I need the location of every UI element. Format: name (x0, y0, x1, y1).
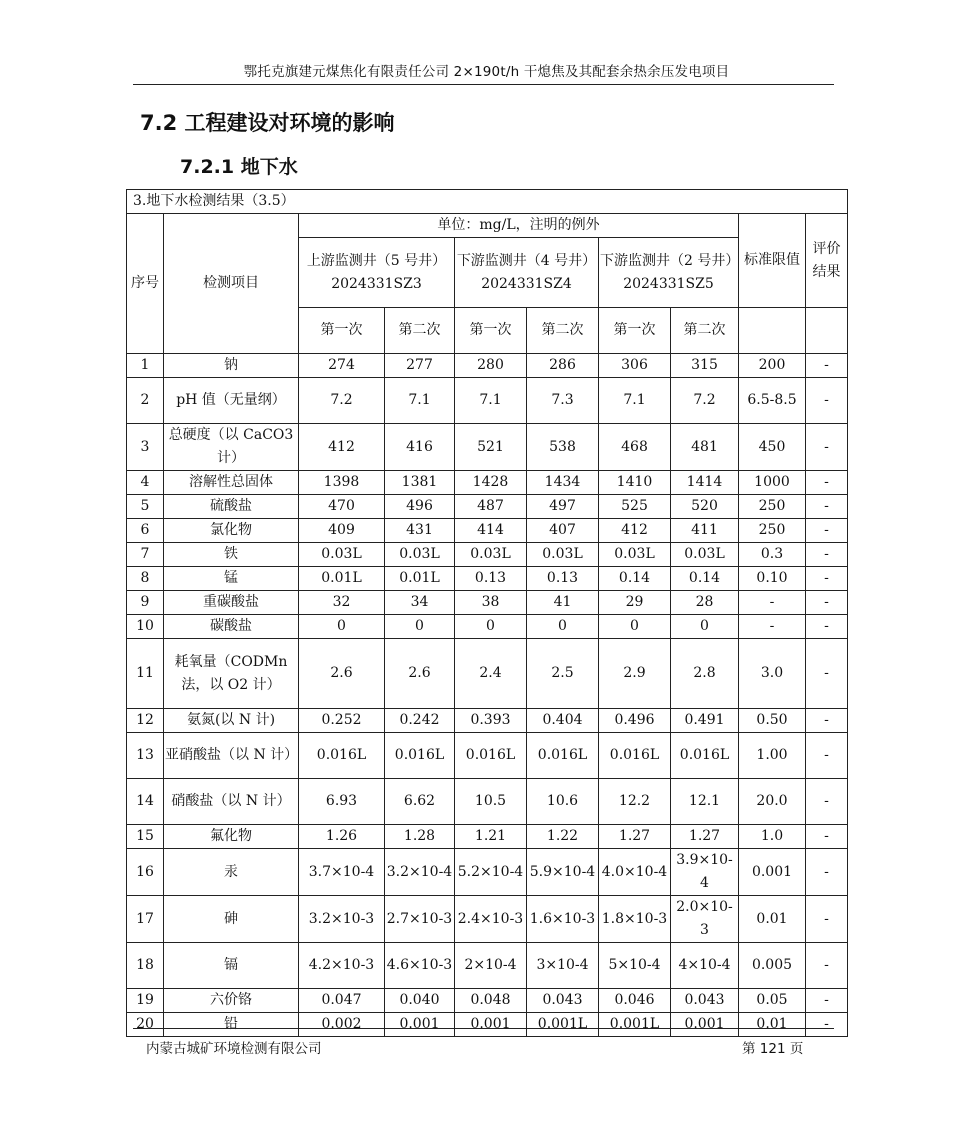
test-item: 氯化物 (164, 519, 299, 543)
measured-value: 277 (385, 354, 455, 378)
table-row (127, 849, 848, 896)
table-row (127, 943, 848, 989)
measured-value: 5.9×10-4 (527, 849, 599, 896)
measured-value: 28 (671, 591, 739, 615)
row-number: 15 (127, 825, 164, 849)
measured-value: 0.14 (599, 567, 671, 591)
measured-value: 0.404 (527, 709, 599, 733)
evaluation-result: - (806, 471, 848, 495)
measured-value: 1428 (455, 471, 527, 495)
measured-value: 34 (385, 591, 455, 615)
measured-value: 470 (299, 495, 385, 519)
measured-value: 2.8 (671, 639, 739, 709)
well-name: 上游监测井（5 号井） (306, 252, 447, 269)
measured-value: 2.5 (527, 639, 599, 709)
evaluation-result: - (806, 591, 848, 615)
measured-value: 2×10-4 (455, 943, 527, 989)
well-name: 下游监测井（4 号井） (456, 252, 597, 269)
measured-value: 0.016L (599, 733, 671, 779)
measured-value: 520 (671, 495, 739, 519)
measured-value: 0.03L (671, 543, 739, 567)
measured-value: 412 (299, 424, 385, 471)
standard-limit: 0.05 (739, 989, 806, 1013)
table-row (127, 989, 848, 1013)
sampling-time-header: 第一次 (599, 308, 671, 354)
measured-value: 1.26 (299, 825, 385, 849)
measured-value: 0.043 (527, 989, 599, 1013)
document-header: 鄂托克旗建元煤焦化有限责任公司 2×190t/h 干熄焦及其配套余热余压发电项目 (243, 64, 730, 80)
table-row (127, 424, 848, 471)
measured-value: 0 (671, 615, 739, 639)
row-number: 19 (127, 989, 164, 1013)
table-row (127, 733, 848, 779)
evaluation-result: - (806, 354, 848, 378)
row-number: 10 (127, 615, 164, 639)
row-number: 1 (127, 354, 164, 378)
table-row (127, 543, 848, 567)
measured-value: 0.13 (455, 567, 527, 591)
row-number: 20 (127, 1013, 164, 1037)
measured-value: 29 (599, 591, 671, 615)
standard-limit: 0.50 (739, 709, 806, 733)
measured-value: 481 (671, 424, 739, 471)
test-item: 亚硝酸盐（以 N 计） (164, 733, 299, 779)
measured-value: 0.001L (599, 1013, 671, 1037)
measured-value: 10.6 (527, 779, 599, 825)
measured-value: 0.001L (527, 1013, 599, 1037)
sampling-time-header: 第二次 (527, 308, 599, 354)
measured-value: 1.27 (671, 825, 739, 849)
table-body (127, 354, 848, 1037)
standard-limit: 0.001 (739, 849, 806, 896)
measured-value: 7.1 (455, 378, 527, 424)
test-item: 铅 (164, 1013, 299, 1037)
measured-value: 3×10-4 (527, 943, 599, 989)
standard-limit: 1000 (739, 471, 806, 495)
standard-limit: 0.3 (739, 543, 806, 567)
test-item: 钠 (164, 354, 299, 378)
measured-value: 1414 (671, 471, 739, 495)
unit-note: 单位：mg/L，注明的例外 (299, 214, 739, 238)
test-item: 六价铬 (164, 989, 299, 1013)
row-number: 9 (127, 591, 164, 615)
measured-value: 0.13 (527, 567, 599, 591)
measured-value: 3.7×10-4 (299, 849, 385, 896)
measured-value: 2.6 (385, 639, 455, 709)
measured-value: 0.14 (671, 567, 739, 591)
test-item: 重碳酸盐 (164, 591, 299, 615)
measured-value: 7.3 (527, 378, 599, 424)
row-number: 16 (127, 849, 164, 896)
evaluation-result: - (806, 989, 848, 1013)
measured-value: 0.016L (671, 733, 739, 779)
measured-value: 1.6×10-3 (527, 896, 599, 943)
well-header (599, 238, 739, 308)
measured-value: 274 (299, 354, 385, 378)
test-item: 溶解性总固体 (164, 471, 299, 495)
evaluation-result: - (806, 495, 848, 519)
table-row (127, 1013, 848, 1037)
measured-value: 2.6 (299, 639, 385, 709)
measured-value: 0.016L (527, 733, 599, 779)
evaluation-result: - (806, 943, 848, 989)
row-number: 7 (127, 543, 164, 567)
measured-value: 7.2 (671, 378, 739, 424)
measured-value: 3.9×10-4 (671, 849, 739, 896)
measured-value: 0 (599, 615, 671, 639)
standard-limit: 6.5-8.5 (739, 378, 806, 424)
measured-value: 41 (527, 591, 599, 615)
evaluation-result: - (806, 615, 848, 639)
measured-value: 0.03L (599, 543, 671, 567)
sampling-time-header: 第一次 (455, 308, 527, 354)
measured-value: 7.1 (385, 378, 455, 424)
measured-value: 468 (599, 424, 671, 471)
row-number: 13 (127, 733, 164, 779)
evaluation-result: - (806, 779, 848, 825)
row-number: 8 (127, 567, 164, 591)
measured-value: 3.2×10-3 (299, 896, 385, 943)
measured-value: 1434 (527, 471, 599, 495)
measured-value: 5×10-4 (599, 943, 671, 989)
standard-limit: 250 (739, 519, 806, 543)
measured-value: 409 (299, 519, 385, 543)
table-row (127, 591, 848, 615)
measured-value: 4×10-4 (671, 943, 739, 989)
measured-value: 0 (527, 615, 599, 639)
measured-value: 1381 (385, 471, 455, 495)
measured-value: 0.016L (385, 733, 455, 779)
standard-limit: 450 (739, 424, 806, 471)
table-row (127, 825, 848, 849)
measured-value: 0.046 (599, 989, 671, 1013)
table-row (127, 896, 848, 943)
measured-value: 0.001 (671, 1013, 739, 1037)
well-code: 2024331SZ5 (623, 275, 714, 292)
well-code: 2024331SZ4 (481, 275, 572, 292)
table-row (127, 519, 848, 543)
measured-value: 2.4×10-3 (455, 896, 527, 943)
measured-value: 280 (455, 354, 527, 378)
measured-value: 0.03L (299, 543, 385, 567)
table-row (127, 378, 848, 424)
standard-limit: 1.00 (739, 733, 806, 779)
measured-value: 0.03L (455, 543, 527, 567)
evaluation-result: - (806, 733, 848, 779)
measured-value: 0 (385, 615, 455, 639)
well-code: 2024331SZ3 (331, 275, 422, 292)
measured-value: 414 (455, 519, 527, 543)
measured-value: 1410 (599, 471, 671, 495)
measured-value: 525 (599, 495, 671, 519)
measured-value: 0.242 (385, 709, 455, 733)
table-row (127, 615, 848, 639)
item-header: 检测项目 (164, 214, 299, 354)
standard-limit: 3.0 (739, 639, 806, 709)
evaluation-result: - (806, 896, 848, 943)
standard-limit: 20.0 (739, 779, 806, 825)
table-row (127, 495, 848, 519)
eval-header: 评价结果 (806, 214, 848, 308)
measured-value: 7.1 (599, 378, 671, 424)
sampling-time-header: 第一次 (299, 308, 385, 354)
footer-rule (133, 1028, 834, 1029)
standard-limit: 0.01 (739, 1013, 806, 1037)
row-number: 3 (127, 424, 164, 471)
test-item: 汞 (164, 849, 299, 896)
evaluation-result: - (806, 543, 848, 567)
row-number: 6 (127, 519, 164, 543)
measured-value: 0.03L (527, 543, 599, 567)
evaluation-result: - (806, 639, 848, 709)
test-item: 硫酸盐 (164, 495, 299, 519)
measured-value: 496 (385, 495, 455, 519)
measured-value: 315 (671, 354, 739, 378)
measured-value: 38 (455, 591, 527, 615)
table-row (127, 779, 848, 825)
well-header (455, 238, 599, 308)
measured-value: 0.048 (455, 989, 527, 1013)
measured-value: 12.2 (599, 779, 671, 825)
measured-value: 0 (299, 615, 385, 639)
measured-value: 1.27 (599, 825, 671, 849)
measured-value: 431 (385, 519, 455, 543)
measured-value: 1.28 (385, 825, 455, 849)
row-number: 11 (127, 639, 164, 709)
evaluation-result: - (806, 567, 848, 591)
evaluation-result: - (806, 1013, 848, 1037)
measured-value: 0.043 (671, 989, 739, 1013)
test-item: 氨氮(以 N 计) (164, 709, 299, 733)
row-number: 2 (127, 378, 164, 424)
standard-limit: 0.01 (739, 896, 806, 943)
section-title: 7.2 工程建设对环境的影响 (140, 111, 395, 135)
empty-cell (806, 308, 848, 354)
row-number: 18 (127, 943, 164, 989)
measured-value: 10.5 (455, 779, 527, 825)
measured-value: 412 (599, 519, 671, 543)
measured-value: 1.21 (455, 825, 527, 849)
standard-limit: 0.005 (739, 943, 806, 989)
measured-value: 487 (455, 495, 527, 519)
row-number: 17 (127, 896, 164, 943)
measured-value: 0.016L (455, 733, 527, 779)
measured-value: 306 (599, 354, 671, 378)
seq-header: 序号 (127, 214, 164, 354)
measured-value: 1.22 (527, 825, 599, 849)
measured-value: 0.01L (385, 567, 455, 591)
measured-value: 0.040 (385, 989, 455, 1013)
measured-value: 0.393 (455, 709, 527, 733)
measured-value: 2.7×10-3 (385, 896, 455, 943)
measured-value: 0.047 (299, 989, 385, 1013)
sampling-time-header: 第二次 (385, 308, 455, 354)
test-item: 总硬度（以 CaCO3 计） (164, 424, 299, 471)
standard-limit: 200 (739, 354, 806, 378)
standard-limit: 250 (739, 495, 806, 519)
standard-limit: - (739, 591, 806, 615)
measured-value: 12.1 (671, 779, 739, 825)
measured-value: 3.2×10-4 (385, 849, 455, 896)
header-rule (133, 84, 834, 85)
measured-value: 416 (385, 424, 455, 471)
standard-limit: 0.10 (739, 567, 806, 591)
evaluation-result: - (806, 424, 848, 471)
standard-limit: - (739, 615, 806, 639)
well-header (299, 238, 455, 308)
sampling-time-header: 第二次 (671, 308, 739, 354)
evaluation-result: - (806, 709, 848, 733)
measured-value: 521 (455, 424, 527, 471)
test-item: pH 值（无量纲） (164, 378, 299, 424)
row-number: 14 (127, 779, 164, 825)
measured-value: 4.0×10-4 (599, 849, 671, 896)
test-item: 氟化物 (164, 825, 299, 849)
footer-company: 内蒙古城矿环境检测有限公司 (146, 1041, 322, 1057)
measured-value: 0.252 (299, 709, 385, 733)
table-caption: 3.地下水检测结果（3.5） (127, 190, 848, 214)
measured-value: 6.62 (385, 779, 455, 825)
table-row (127, 567, 848, 591)
measured-value: 7.2 (299, 378, 385, 424)
measured-value: 2.4 (455, 639, 527, 709)
evaluation-result: - (806, 519, 848, 543)
test-item: 碳酸盐 (164, 615, 299, 639)
evaluation-result: - (806, 378, 848, 424)
measured-value: 0.001 (455, 1013, 527, 1037)
measured-value: 0.491 (671, 709, 739, 733)
evaluation-result: - (806, 825, 848, 849)
row-number: 4 (127, 471, 164, 495)
test-item: 铁 (164, 543, 299, 567)
table-row (127, 639, 848, 709)
measured-value: 0.016L (299, 733, 385, 779)
table-row (127, 709, 848, 733)
measured-value: 0.002 (299, 1013, 385, 1037)
test-item: 砷 (164, 896, 299, 943)
measured-value: 0.001 (385, 1013, 455, 1037)
row-number: 5 (127, 495, 164, 519)
measured-value: 0.496 (599, 709, 671, 733)
evaluation-result: - (806, 849, 848, 896)
measured-value: 6.93 (299, 779, 385, 825)
test-item: 耗氧量（CODMn 法，以 O2 计） (164, 639, 299, 709)
row-number: 12 (127, 709, 164, 733)
measured-value: 5.2×10-4 (455, 849, 527, 896)
measured-value: 2.9 (599, 639, 671, 709)
std-header: 标准限值 (739, 214, 806, 308)
measured-value: 0 (455, 615, 527, 639)
table-row (127, 471, 848, 495)
measured-value: 0.03L (385, 543, 455, 567)
measured-value: 407 (527, 519, 599, 543)
measured-value: 4.6×10-3 (385, 943, 455, 989)
measured-value: 32 (299, 591, 385, 615)
measured-value: 1398 (299, 471, 385, 495)
table-row (127, 354, 848, 378)
test-item: 镉 (164, 943, 299, 989)
measured-value: 1.8×10-3 (599, 896, 671, 943)
measured-value: 411 (671, 519, 739, 543)
empty-cell (739, 308, 806, 354)
groundwater-results-table (126, 189, 848, 1037)
measured-value: 497 (527, 495, 599, 519)
measured-value: 4.2×10-3 (299, 943, 385, 989)
test-item: 锰 (164, 567, 299, 591)
test-item: 硝酸盐（以 N 计） (164, 779, 299, 825)
measured-value: 0.01L (299, 567, 385, 591)
subsection-title: 7.2.1 地下水 (180, 156, 298, 178)
footer-page-number: 第 121 页 (742, 1041, 804, 1057)
well-name: 下游监测井（2 号井） (600, 252, 740, 269)
measured-value: 2.0×10-3 (671, 896, 739, 943)
measured-value: 286 (527, 354, 599, 378)
standard-limit: 1.0 (739, 825, 806, 849)
measured-value: 538 (527, 424, 599, 471)
